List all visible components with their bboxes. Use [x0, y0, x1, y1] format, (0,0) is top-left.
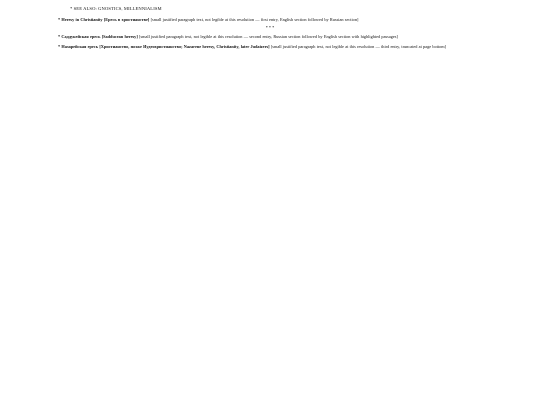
entry-body: [small justified paragraph text, not legible at this resolution — first entry, English section followed by Russian section]	[150, 17, 359, 22]
entry-title: * Назарейская ересь [Христианство, позже Иудеохристианство; Nazarene heresy, Christianity, later Judaizers]	[58, 44, 270, 50]
entry-nazarene-heresy	[58, 44, 482, 49]
entry-sadducean-heresy	[58, 34, 482, 39]
entry-heresy-in-christianity	[58, 17, 482, 22]
see-also-line: * SEE ALSO: GNOSTICS, MILLENNIALISM	[70, 6, 162, 11]
entry-body: [small justified paragraph text, not legible at this resolution — second entry, Russian section followed by English section with highlighted passages]	[139, 34, 398, 40]
entry-title: * Heresy in Christianity [Ересь в христианстве]	[58, 17, 150, 22]
section-ornament: * * *	[265, 25, 275, 31]
entry-title: * Саддукейская ересь [Sadducean heresy]	[58, 34, 138, 40]
entry-body: [small justified paragraph text, not legible at this resolution — third entry, truncated at page bottom]	[270, 44, 447, 50]
